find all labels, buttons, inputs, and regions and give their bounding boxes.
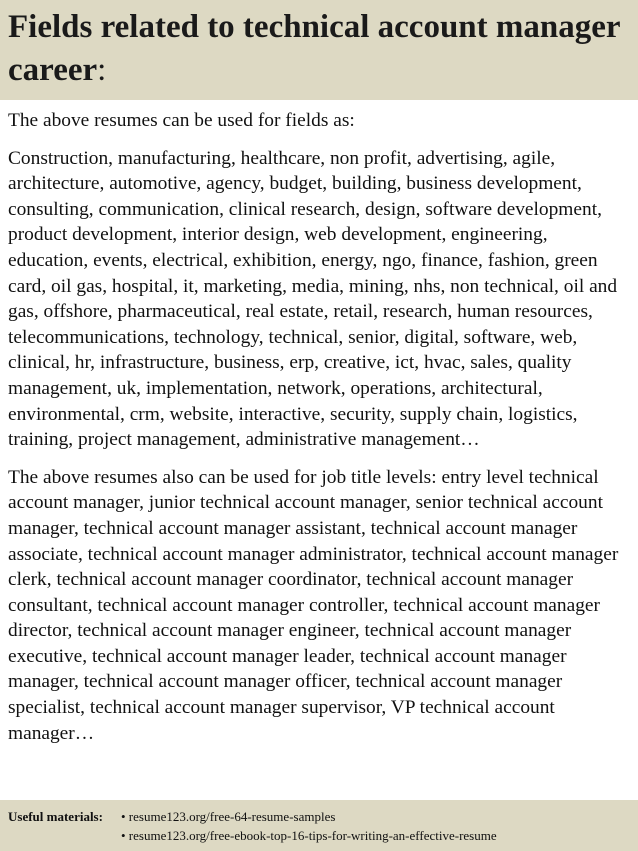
useful-materials-label [8, 807, 121, 826]
footer-row-2 [8, 826, 630, 845]
useful-materials-label-text: Useful materials [8, 809, 99, 824]
page-title-text: Fields related to technical account manager career [8, 9, 620, 88]
footer-band [0, 800, 638, 851]
intro-text: The above resumes can be used for fields as: [8, 110, 355, 131]
useful-materials-colon: : [98, 809, 103, 824]
resource-link-ebook[interactable]: • resume123.org/free-ebook-top-16-tips-for-writing-an-effective-resume [121, 828, 497, 843]
title-band [0, 0, 638, 100]
page-title [8, 6, 630, 92]
resource-link-samples[interactable]: • resume123.org/free-64-resume-samples [121, 809, 336, 824]
footer-row-1 [8, 807, 630, 826]
page-title-colon: : [97, 52, 107, 88]
content-area [8, 108, 632, 800]
fields-list-text: Construction, manufacturing, healthcare, non profit, advertising, agile, architecture, automotive, agency, budget, building, business development, consulting, communication, clinical research, design, software development, product development, interior design, web development, engineering, education, events, electrical, exhibition, energy, ngo, finance, fashion, green card, oil gas, hospital, it, marketing, media, mining, nhs, non technical, oil and gas, offshore, pharmaceutical, real estate, retail, research, human resources, telecommunications, technology, technical, senior, digital, software, web, clinical, hr, infrastructure, business, erp, creative, ict, hvac, sales, quality management, uk, implementation, network, operations, architectural, environmental, crm, website, interactive, security, supply chain, logistics, training, project management, administrative management… [8, 147, 618, 451]
job-levels-text: The above resumes also can be used for job title levels: entry level technical account manager, junior technical account manager, senior technical account manager, technical account manager assistant, technical account manager associate, technical account manager administrator, technical account manager clerk, technical account manager coordinator, technical account manager consultant, technical account manager controller, technical account manager director, technical account manager engineer, technical account manager executive, technical account manager leader, technical account manager manager, technical account manager officer, technical account manager specialist, technical account manager supervisor, VP technical account manager… [8, 466, 619, 744]
